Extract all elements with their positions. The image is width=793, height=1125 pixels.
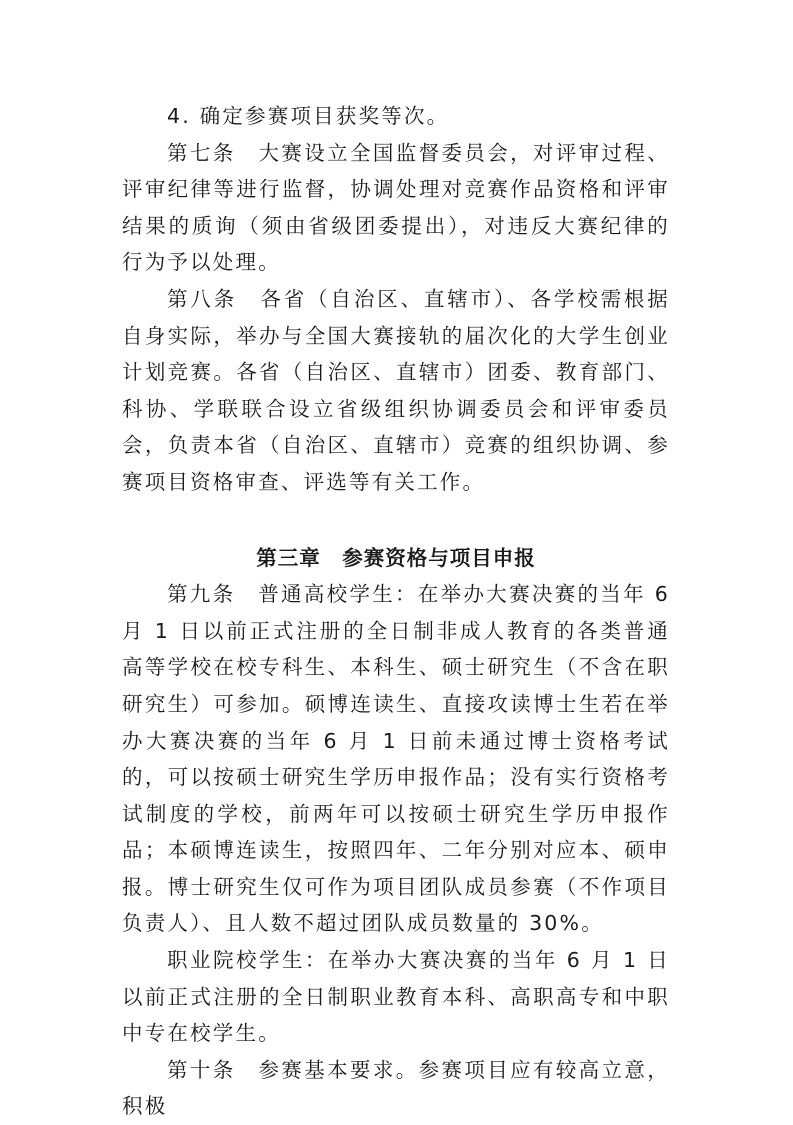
paragraph-article-9: 第九条 普通高校学生：在举办大赛决赛的当年 6 月 1 日以前正式注册的全日制非成人教育的各类普通高等学校在校专科生、本科生、硕士研究生（不含在职研究生）可参加。硕博连读生、直接攻读博士生若在举办大赛决赛的当年 6 月 1 日前未通过博士资格考试的，可以按硕士研究生学历申报作品；没有实行资格考试制度的学校，前两年可以按硕士研究生学历申报作品；本硕博连读生，按照四年、二年分别对应本、硕申报。博士研究生仅可作为项目团队成员参赛（不作项目负责人）、且人数不超过团队成员数量的 30%。 xyxy=(122,582,679,936)
paragraph-vocational-students: 职业院校学生：在举办大赛决赛的当年 6 月 1 日以前正式注册的全日制职业教育本科、高职高专和中职中专在校学生。 xyxy=(122,948,670,1046)
paragraph-article-10: 第十条 参赛基本要求。参赛项目应有较高立意，积极 xyxy=(122,1057,670,1119)
chapter-title: 第三章 参赛资格与项目申报 xyxy=(256,545,536,570)
paragraph-article-8: 第八条 各省（自治区、直辖市）、各学校需根据自身实际，举办与全国大赛接轨的届次化的大学生创业计划竞赛。各省（自治区、直辖市）团委、教育部门、科协、学联联合设立省级组织协调委员会和评审委员会，负责本省（自治区、直辖市）竞赛的组织协调、参赛项目资格审查、评选等有关工作。 xyxy=(122,286,670,494)
paragraph-article-7: 第七条 大赛设立全国监督委员会，对评审过程、评审纪律等进行监督，协调处理对竞赛作品资格和评审结果的质询（须由省级团委提出），对违反大赛纪律的行为予以处理。 xyxy=(122,140,670,275)
document-body xyxy=(122,98,679,1125)
paragraph-item-4: 4. 确定参赛项目获奖等次。 xyxy=(167,104,450,128)
